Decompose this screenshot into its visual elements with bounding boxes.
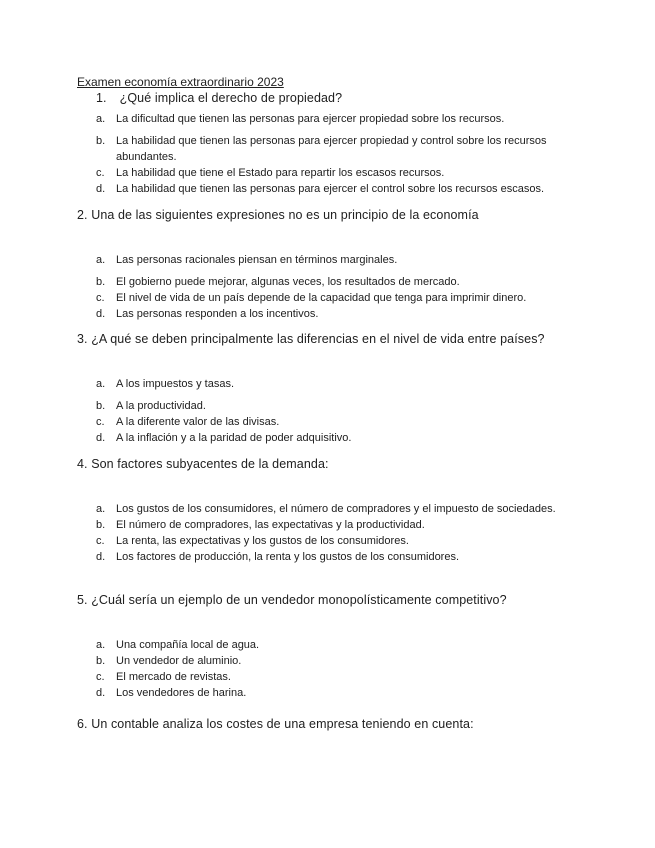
option-item [96, 376, 586, 392]
option-item [96, 111, 586, 127]
options-list-1 [96, 111, 586, 197]
option-letter: d. [96, 432, 106, 444]
option-item [96, 517, 586, 533]
option-text: La habilidad que tienen las personas para ejercer el control sobre los recursos escasos. [116, 183, 545, 195]
option-letter: a. [96, 639, 106, 651]
option-letter: a. [96, 378, 106, 390]
option-letter: a. [96, 503, 106, 515]
option-letter: b. [96, 276, 106, 288]
question-6: 6. Un contable analiza los costes de una empresa teniendo en cuenta: [77, 717, 474, 731]
option-item [96, 133, 586, 165]
option-item [96, 290, 586, 306]
option-item [96, 398, 586, 414]
option-text: A la diferente valor de las divisas. [116, 416, 280, 428]
option-letter: b. [96, 519, 106, 531]
options-list-5 [96, 637, 586, 701]
option-item [96, 274, 586, 290]
option-text: Los vendedores de harina. [116, 687, 247, 699]
option-text: La renta, las expectativas y los gustos de los consumidores. [116, 535, 409, 547]
document-title: Examen economía extraordinario 2023 [77, 75, 284, 89]
option-text: Un vendedor de aluminio. [116, 655, 242, 667]
option-letter: b. [96, 655, 106, 667]
option-item [96, 165, 586, 181]
option-letter: c. [96, 416, 105, 428]
option-text: La habilidad que tienen las personas para ejercer propiedad y control sobre los recursos abundantes. [116, 135, 547, 163]
option-letter: c. [96, 535, 105, 547]
option-item [96, 637, 586, 653]
option-letter: d. [96, 687, 106, 699]
option-letter: c. [96, 167, 105, 179]
option-item [96, 252, 586, 268]
question-number: 1. [96, 91, 107, 105]
option-text: El mercado de revistas. [116, 671, 231, 683]
option-text: El número de compradores, las expectativas y la productividad. [116, 519, 425, 531]
option-item [96, 501, 586, 517]
option-item [96, 430, 586, 446]
option-item [96, 653, 586, 669]
option-item [96, 685, 586, 701]
option-item [96, 669, 586, 685]
option-letter: c. [96, 292, 105, 304]
option-item [96, 306, 586, 322]
option-text: A los impuestos y tasas. [116, 378, 234, 390]
question-2: 2. Una de las siguientes expresiones no es un principio de la economía [77, 208, 479, 222]
option-text: Una compañía local de agua. [116, 639, 260, 651]
option-text: El nivel de vida de un país depende de la capacidad que tenga para imprimir dinero. [116, 292, 527, 304]
options-list-4 [96, 501, 586, 565]
option-text: Las personas responden a los incentivos. [116, 308, 319, 320]
option-text: A la inflación y a la paridad de poder adquisitivo. [116, 432, 352, 444]
option-letter: c. [96, 671, 105, 683]
options-list-3 [96, 376, 586, 446]
option-item [96, 181, 586, 197]
option-letter: b. [96, 400, 106, 412]
option-text: Los factores de producción, la renta y los gustos de los consumidores. [116, 551, 460, 563]
option-letter: a. [96, 113, 106, 125]
option-letter: d. [96, 551, 106, 563]
option-letter: d. [96, 308, 106, 320]
option-letter: b. [96, 135, 106, 147]
option-text: La habilidad que tiene el Estado para repartir los escasos recursos. [116, 167, 445, 179]
option-text: El gobierno puede mejorar, algunas veces, los resultados de mercado. [116, 276, 460, 288]
option-text: Las personas racionales piensan en términos marginales. [116, 254, 398, 266]
option-letter: a. [96, 254, 106, 266]
question-3: 3. ¿A qué se deben principalmente las diferencias en el nivel de vida entre países? [77, 332, 545, 346]
options-list-2 [96, 252, 586, 322]
option-item [96, 414, 586, 430]
question-4: 4. Son factores subyacentes de la demanda: [77, 457, 329, 471]
question-1 [96, 91, 342, 105]
question-5: 5. ¿Cuál sería un ejemplo de un vendedor monopolísticamente competitivo? [77, 593, 507, 607]
option-text: La dificultad que tienen las personas para ejercer propiedad sobre los recursos. [116, 113, 505, 125]
option-text: A la productividad. [116, 400, 206, 412]
option-item [96, 549, 586, 565]
option-letter: d. [96, 183, 106, 195]
option-text: Los gustos de los consumidores, el número de compradores y el impuesto de sociedades. [116, 503, 556, 515]
option-item [96, 533, 586, 549]
question-text: ¿Qué implica el derecho de propiedad? [119, 91, 343, 105]
